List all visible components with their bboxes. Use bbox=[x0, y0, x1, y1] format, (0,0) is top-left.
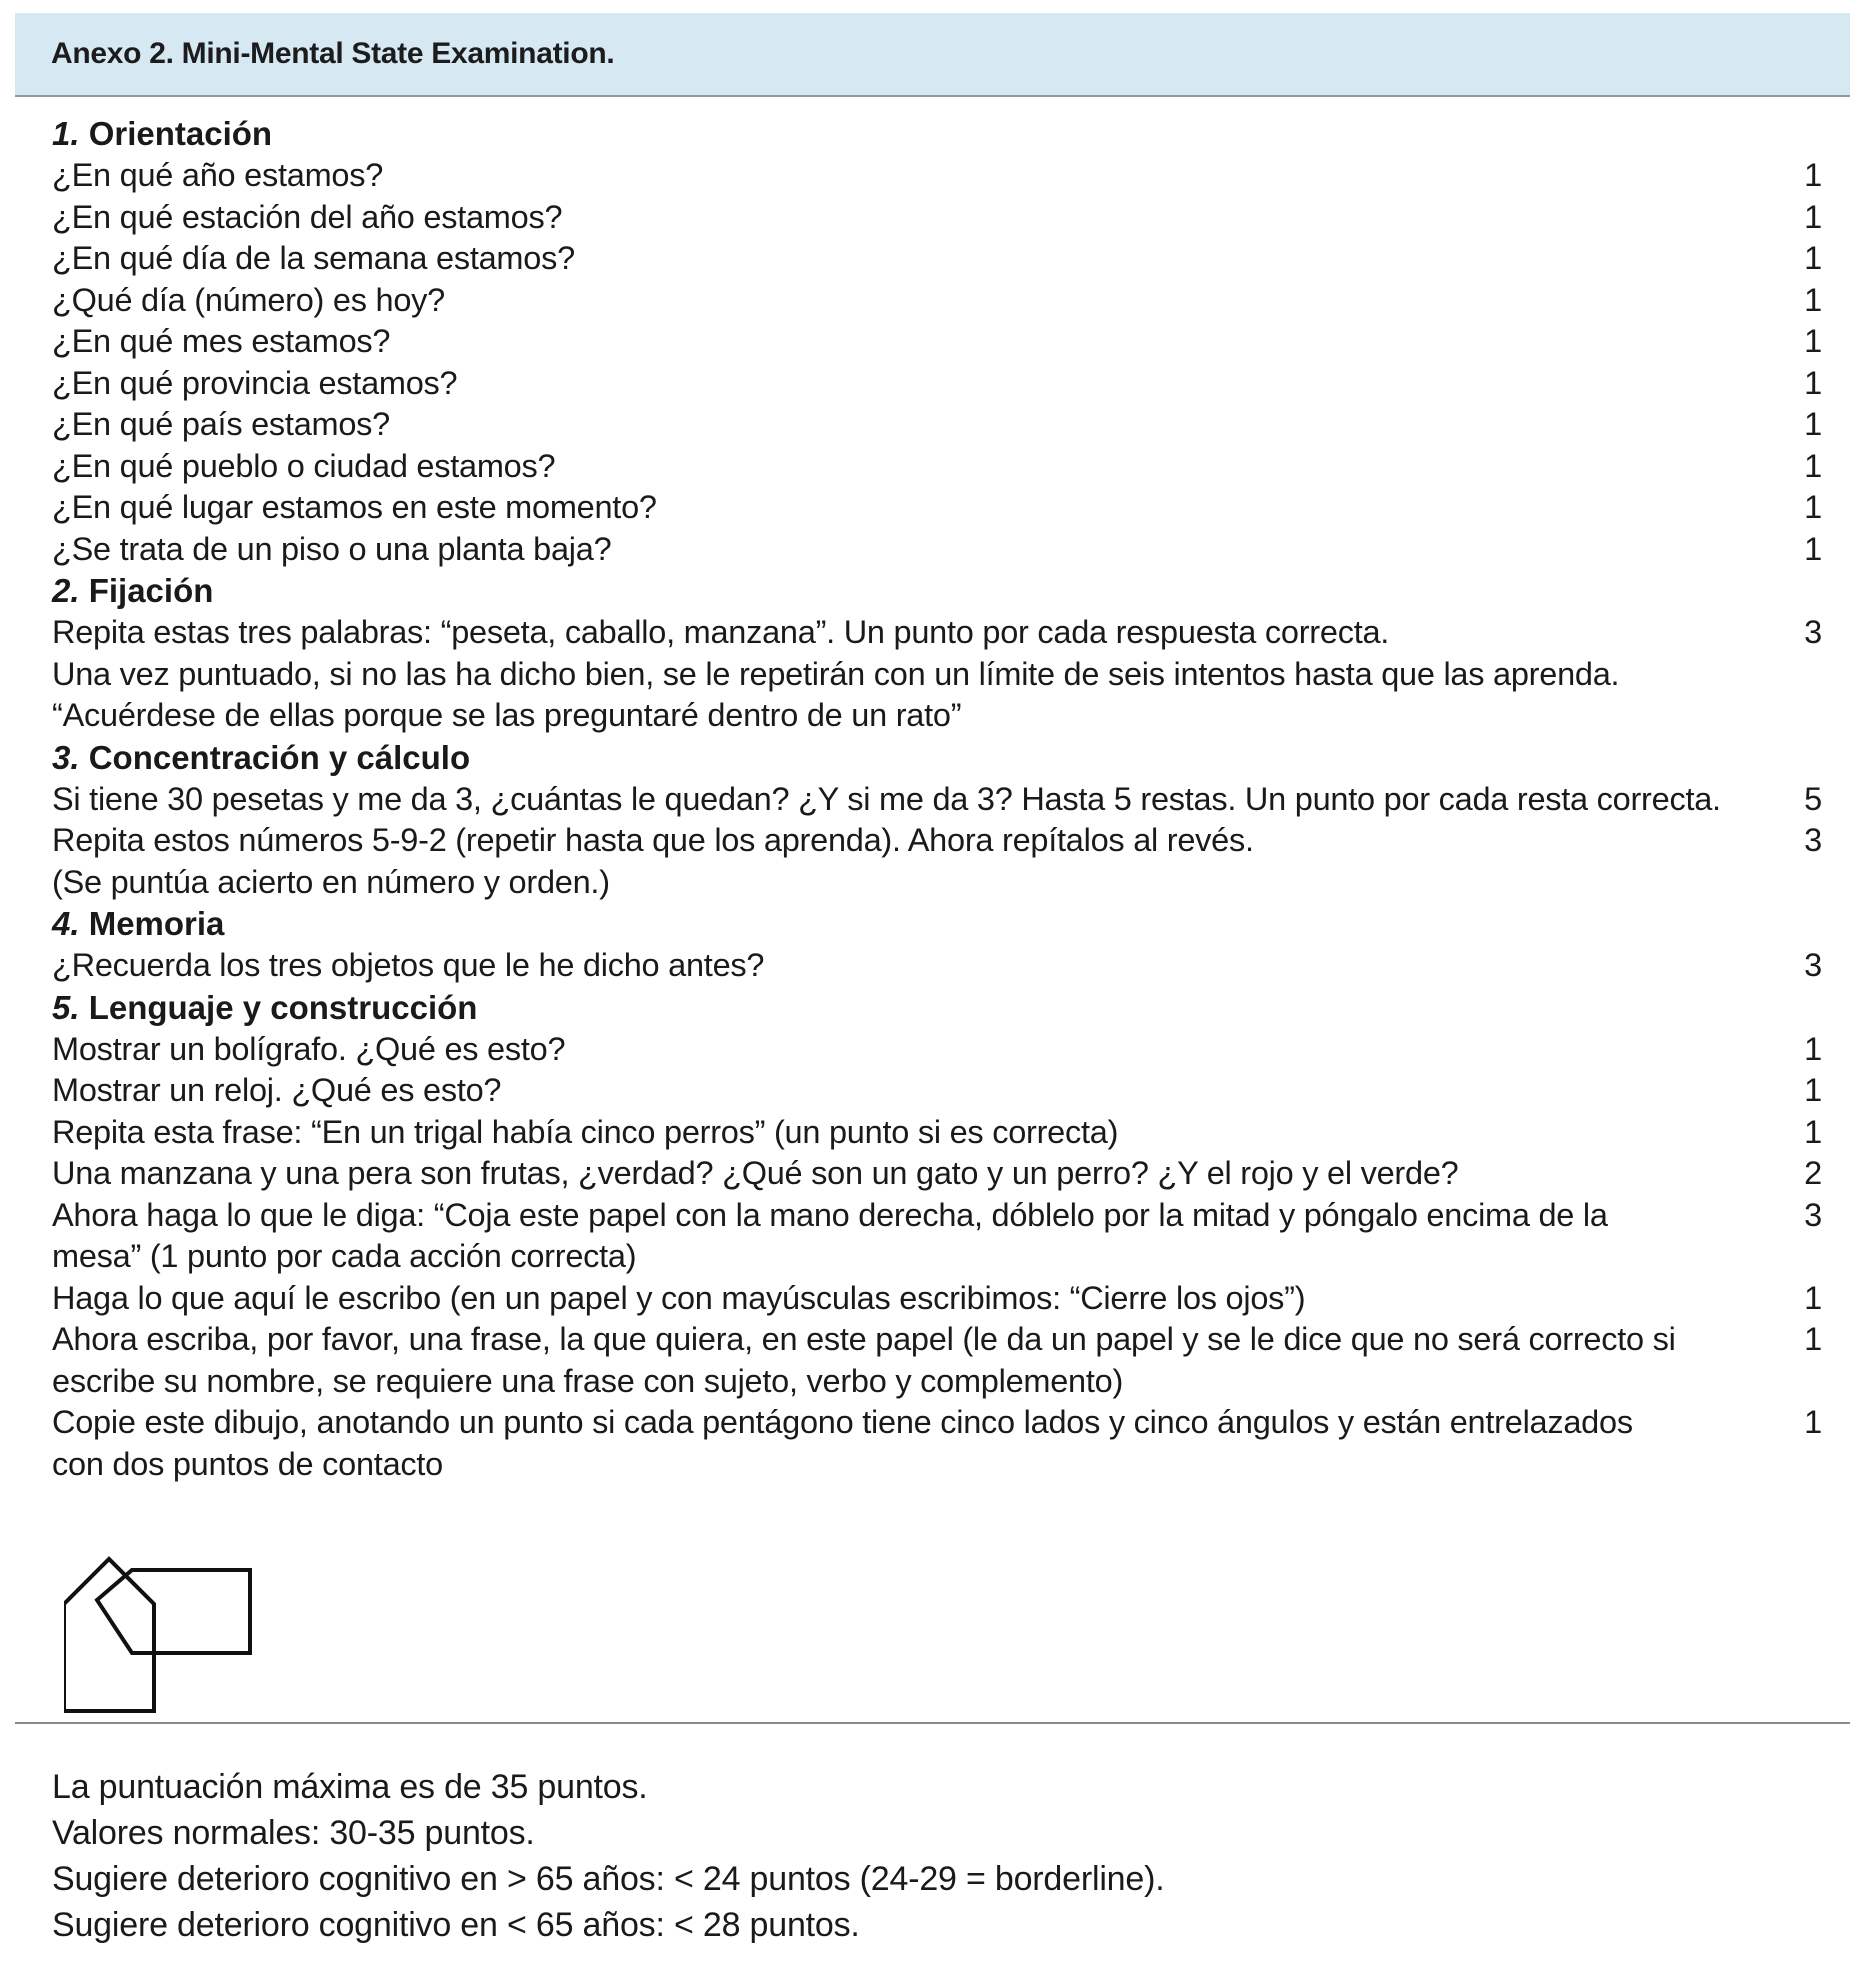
section-number: 3. bbox=[52, 738, 80, 776]
item-question: Una vez puntuado, si no las ha dicho bien, se le repetirán con un límite de seis intentos hasta que las aprenda. “Acuérdese de ellas porque se las preguntaré dentro de un rato” bbox=[52, 655, 1620, 733]
list-item bbox=[52, 1195, 1822, 1278]
list-item bbox=[52, 1112, 1822, 1154]
item-points: 1 bbox=[1804, 364, 1822, 401]
list-item bbox=[52, 280, 1822, 322]
section-number: 2. bbox=[52, 572, 80, 609]
list-item bbox=[52, 155, 1822, 197]
item-question: ¿Se trata de un piso o una planta baja? bbox=[52, 530, 612, 567]
list-item bbox=[52, 945, 1822, 987]
item-points: 1 bbox=[1804, 489, 1822, 525]
item-question: Una manzana y una pera son frutas, ¿verdad? ¿Qué son un gato y un perro? ¿Y el rojo y el verde? bbox=[52, 1155, 1459, 1191]
scoring-notes bbox=[52, 1764, 1164, 1948]
exam-content bbox=[52, 113, 1822, 1485]
list-item bbox=[52, 1402, 1822, 1485]
item-points: 1 bbox=[1804, 281, 1822, 318]
item-points: 1 bbox=[1804, 1113, 1822, 1150]
item-question: Mostrar un bolígrafo. ¿Qué es esto? bbox=[52, 1030, 566, 1067]
section-divider bbox=[15, 1722, 1850, 1724]
list-item bbox=[52, 404, 1822, 446]
item-question: Repita estas tres palabras: “peseta, caballo, manzana”. Un punto por cada respuesta correcta. bbox=[52, 614, 1390, 650]
list-item bbox=[52, 529, 1822, 571]
item-points: 1 bbox=[1804, 240, 1822, 276]
list-item bbox=[52, 197, 1822, 239]
item-question: ¿En qué mes estamos? bbox=[52, 323, 391, 359]
item-question: Copie este dibujo, anotando un punto si cada pentágono tiene cinco lados y cinco ángulos y están entrelazados con dos puntos de contacto bbox=[52, 1404, 1633, 1482]
item-question: ¿En qué estación del año estamos? bbox=[52, 198, 563, 235]
list-item bbox=[52, 321, 1822, 363]
section-title-concentracion bbox=[52, 737, 1822, 779]
under-65-note: Sugiere deterioro cognitivo en < 65 años: < 28 puntos. bbox=[52, 1906, 860, 1944]
item-question: Repita estos números 5-9-2 (repetir hasta que los aprenda). Ahora repítalos al revés. bbox=[52, 822, 1254, 858]
item-points: 5 bbox=[1804, 780, 1822, 817]
item-points: 3 bbox=[1804, 1196, 1822, 1233]
pentagon-left bbox=[64, 1559, 154, 1711]
item-question: ¿En qué lugar estamos en este momento? bbox=[52, 489, 657, 525]
list-item bbox=[52, 1070, 1822, 1112]
item-points: 1 bbox=[1804, 198, 1822, 235]
item-points: 1 bbox=[1804, 1030, 1822, 1067]
list-item bbox=[52, 238, 1822, 280]
section-title-fijacion bbox=[52, 570, 1822, 612]
section-label: Lenguaje y construcción bbox=[88, 988, 478, 1026]
item-question: Ahora escriba, por favor, una frase, la que quiera, en este papel (le da un papel y se le dice que no será correcto si escribe su nombre, se requiere una frase con sujeto, verbo y complemento) bbox=[52, 1321, 1676, 1399]
item-question: ¿En qué pueblo o ciudad estamos? bbox=[52, 447, 556, 484]
item-points: 1 bbox=[1804, 406, 1822, 442]
item-question: ¿Recuerda los tres objetos que le he dicho antes? bbox=[52, 947, 765, 983]
item-question: ¿En qué país estamos? bbox=[52, 406, 390, 442]
item-points: 1 bbox=[1804, 447, 1822, 484]
item-question: Si tiene 30 pesetas y me da 3, ¿cuántas le quedan? ¿Y si me da 3? Hasta 5 restas. Un punto por cada resta correcta. bbox=[52, 780, 1721, 817]
list-item bbox=[52, 363, 1822, 405]
normal-values-note: Valores normales: 30-35 puntos. bbox=[52, 1814, 535, 1852]
item-question: ¿En qué año estamos? bbox=[52, 157, 384, 193]
max-score-note: La puntuación máxima es de 35 puntos. bbox=[52, 1768, 648, 1806]
list-item bbox=[52, 1278, 1822, 1320]
item-question: ¿En qué día de la semana estamos? bbox=[52, 240, 575, 276]
item-points: 1 bbox=[1804, 1321, 1822, 1357]
list-item bbox=[52, 1153, 1822, 1195]
item-points: 1 bbox=[1804, 323, 1822, 359]
list-item bbox=[52, 820, 1822, 862]
list-item bbox=[52, 1319, 1822, 1402]
section-number: 4. bbox=[52, 905, 80, 942]
item-question: Repita esta frase: “En un trigal había cinco perros” (un punto si es correcta) bbox=[52, 1113, 1119, 1150]
page-title: Anexo 2. Mini-Mental State Examination. bbox=[51, 37, 615, 70]
item-points: 2 bbox=[1804, 1155, 1822, 1191]
section-title-memoria bbox=[52, 903, 1822, 945]
section-number: 5. bbox=[52, 988, 80, 1026]
list-item bbox=[52, 446, 1822, 488]
list-item bbox=[52, 862, 1822, 904]
pentagon-right bbox=[97, 1570, 250, 1653]
list-item bbox=[52, 654, 1822, 737]
section-label: Concentración y cálculo bbox=[88, 738, 471, 776]
list-item bbox=[52, 612, 1822, 654]
item-points: 1 bbox=[1804, 1404, 1822, 1440]
item-points: 3 bbox=[1804, 947, 1822, 983]
over-65-note: Sugiere deterioro cognitivo en > 65 años: < 24 puntos (24-29 = borderline). bbox=[52, 1860, 1165, 1898]
list-item bbox=[52, 779, 1822, 821]
table-header bbox=[15, 13, 1850, 97]
item-points: 1 bbox=[1804, 1279, 1822, 1316]
section-title-lenguaje bbox=[52, 987, 1822, 1029]
section-number: 1. bbox=[52, 115, 80, 152]
section-label: Orientación bbox=[88, 115, 273, 152]
item-question: Ahora haga lo que le diga: “Coja este papel con la mano derecha, dóblelo por la mitad y póngalo encima de la mesa” (1 punto por cada acción correcta) bbox=[52, 1196, 1608, 1274]
item-question: ¿Qué día (número) es hoy? bbox=[52, 281, 445, 318]
item-points: 3 bbox=[1804, 614, 1822, 650]
item-question: Mostrar un reloj. ¿Qué es esto? bbox=[52, 1072, 502, 1108]
item-points: 3 bbox=[1804, 822, 1822, 858]
item-question: Haga lo que aquí le escribo (en un papel y con mayúsculas escribimos: “Cierre los ojos”) bbox=[52, 1279, 1306, 1316]
item-points: 1 bbox=[1804, 157, 1822, 193]
section-title-orientacion bbox=[52, 113, 1822, 155]
intersecting-pentagons-figure bbox=[64, 1555, 264, 1715]
list-item bbox=[52, 487, 1822, 529]
item-question: ¿En qué provincia estamos? bbox=[52, 364, 458, 401]
item-points: 1 bbox=[1804, 1072, 1822, 1108]
item-points: 1 bbox=[1804, 530, 1822, 567]
section-label: Memoria bbox=[88, 905, 225, 942]
list-item bbox=[52, 1029, 1822, 1071]
section-label: Fijación bbox=[88, 572, 214, 609]
item-question: (Se puntúa acierto en número y orden.) bbox=[52, 863, 610, 900]
